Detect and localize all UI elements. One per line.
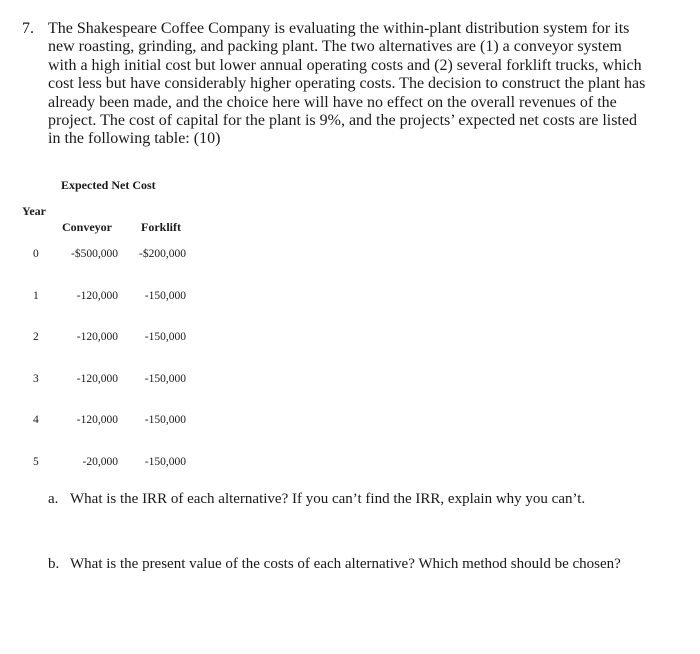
year-cell: 3 — [33, 373, 39, 385]
conveyor-cell: -120,000 — [76, 373, 118, 385]
conveyor-cell: -120,000 — [76, 331, 118, 343]
question-line: The Shakespeare Coffee Company is evaluating the within-plant distribution system for its — [48, 20, 630, 37]
forklift-cell: -150,000 — [144, 290, 186, 302]
year-column-header: Year — [22, 204, 46, 218]
subquestion-a — [48, 491, 585, 508]
subquestion-text: What is the IRR of each alternative? If you can’t find the IRR, explain why you can’t. — [70, 491, 586, 507]
forklift-cell: -150,000 — [144, 456, 186, 468]
question-text — [48, 20, 688, 149]
question-line: new roasting, grinding, and packing plant. The two alternatives are (1) a conveyor system — [48, 38, 622, 56]
question-line: in the following table: (10) — [48, 130, 221, 148]
forklift-column-header: Forklift — [141, 220, 181, 234]
question-line: cost less but have considerably higher operating costs. The decision to construct the plant has — [48, 75, 646, 93]
forklift-cell: -150,000 — [144, 414, 186, 426]
question-line: already been made, and the choice here will have no effect on the overall revenues of the — [48, 93, 617, 111]
forklift-cell: -150,000 — [144, 331, 186, 343]
forklift-cell: -150,000 — [144, 373, 186, 385]
year-cell: 2 — [33, 331, 39, 343]
conveyor-cell: -20,000 — [82, 456, 118, 468]
year-cell: 5 — [33, 456, 39, 468]
question-line: project. The cost of capital for the plant is 9%, and the projects’ expected net costs are listed — [48, 112, 637, 130]
forklift-cell: -$200,000 — [139, 248, 186, 260]
subquestion-label: b. — [48, 556, 60, 572]
year-cell: 4 — [33, 414, 39, 426]
question-number: 7. — [22, 20, 34, 37]
question-line: with a high initial cost but lower annual operating costs and (2) several forklift trucks, which — [48, 56, 642, 74]
conveyor-cell: -$500,000 — [71, 248, 118, 260]
conveyor-cell: -120,000 — [76, 290, 118, 302]
year-cell: 1 — [33, 290, 39, 302]
conveyor-column-header: Conveyor — [62, 220, 112, 234]
table-title: Expected Net Cost — [61, 178, 156, 192]
conveyor-cell: -120,000 — [76, 414, 118, 426]
subquestion-text: What is the present value of the costs of each alternative? Which method should be chosen? — [70, 556, 621, 572]
year-cell: 0 — [33, 248, 39, 260]
subquestion-b — [48, 556, 621, 573]
subquestion-label: a. — [48, 491, 59, 507]
